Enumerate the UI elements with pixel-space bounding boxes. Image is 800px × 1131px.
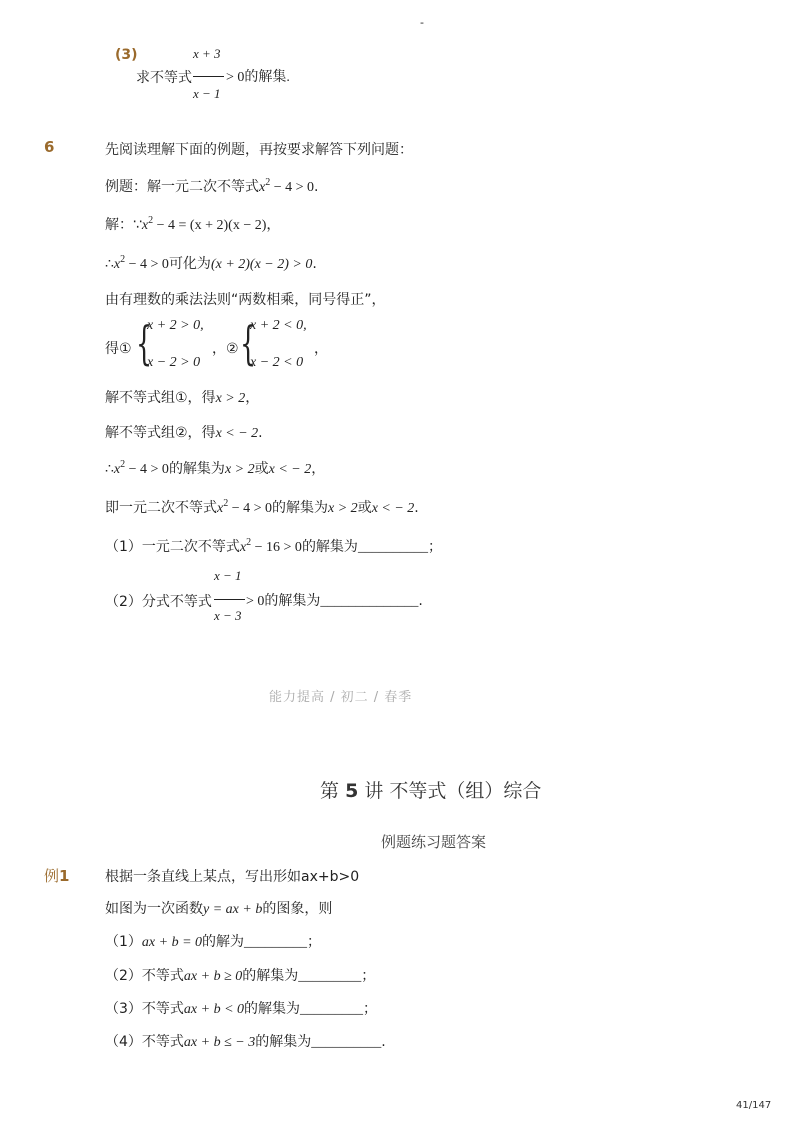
ex-question-1: （1）ax + b = 0的解为_________； xyxy=(105,934,322,950)
question-prefix: 求不等式 xyxy=(136,70,192,86)
answer-blank: __________ xyxy=(357,540,428,555)
part-label: (3) xyxy=(115,47,138,63)
fraction-numerator: x + 3 xyxy=(193,46,221,61)
system1-line2: x − 2 > 0 xyxy=(147,355,201,370)
solve2-line: 解不等式组②，得x < − 2. xyxy=(105,425,263,441)
answer-blank: _________ xyxy=(244,935,308,950)
answer-blank: __________ xyxy=(311,1035,382,1050)
ex-question-3: （3）不等式ax + b < 0的解集为_________； xyxy=(105,1001,378,1017)
example-line: 例题：解一元二次不等式$x^2 - 4 > 0$. xyxy=(105,177,319,195)
example-label: 例1 xyxy=(44,867,70,885)
answer-blank: _________ xyxy=(298,969,362,984)
system2-line1: x + 2 < 0, xyxy=(250,318,307,333)
example-line2: 如图为一次函数y = ax + b的图象，则 xyxy=(105,901,333,917)
example-line1: 根据一条直线上某点，写出形如ax+b>0 xyxy=(105,869,360,885)
conclusion-line: $\therefore x^2 - 4 > 0$的解集为x > 2或x < − 2， xyxy=(105,459,326,477)
subquestion-2-label: （2）分式不等式 xyxy=(105,594,212,610)
system1-line1: x + 2 > 0, xyxy=(147,318,204,333)
system2-line2: x − 2 < 0 xyxy=(250,355,304,370)
solution-line: 解：$\because x^2 - 4 = (x + 2)(x - 2)$， xyxy=(105,215,281,233)
answer-blank: ______________ xyxy=(320,594,419,609)
page-number: 41/147 xyxy=(736,1100,772,1111)
brace-1: { xyxy=(136,316,153,370)
section-subtitle: 例题练习题答案 xyxy=(381,833,487,851)
fraction-denominator: x − 1 xyxy=(193,86,221,101)
page-footer: 能力提高 / 初二 / 春季 xyxy=(269,690,413,705)
ex-question-4: （4）不等式ax + b ≤ − 3的解集为__________. xyxy=(105,1034,386,1050)
fraction-bar xyxy=(214,599,245,600)
system-label-2: ，② xyxy=(212,341,239,357)
subquestion-2-rest: > 0的解集为______________. xyxy=(246,593,423,609)
top-mark: - xyxy=(420,16,424,29)
question-number: 6 xyxy=(44,138,55,156)
rule-line: 由有理数的乘法法则“两数相乘，同号得正”， xyxy=(105,292,386,308)
system-label-1: 得① xyxy=(105,341,132,357)
subquestion-1: （1）一元二次不等式$x^2 - 16 > 0$的解集为__________； xyxy=(105,537,442,555)
fraction-numerator: x − 1 xyxy=(214,568,242,583)
fraction-bar xyxy=(193,76,224,77)
final-line: 即一元二次不等式$x^2 - 4 > 0$的解集为x > 2或x < − 2. xyxy=(105,498,419,516)
question-suffix: > 0的解集. xyxy=(226,70,290,85)
step2-line: $\therefore x^2 - 4 > 0$可化为(x + 2)(x − 2) > 0. xyxy=(105,254,317,272)
answer-blank: _________ xyxy=(300,1002,364,1017)
question-intro: 先阅读理解下面的例题，再按要求解答下列问题： xyxy=(105,142,413,158)
system-end: ， xyxy=(314,341,328,357)
solve1-line: 解不等式组①，得x > 2， xyxy=(105,390,260,406)
ex-question-2: （2）不等式ax + b ≥ 0的解集为_________； xyxy=(105,968,376,984)
lecture-title: 第 5 讲 不等式（组）综合 xyxy=(320,780,542,802)
brace-2: { xyxy=(240,316,257,370)
fraction-denominator: x − 3 xyxy=(214,608,242,623)
